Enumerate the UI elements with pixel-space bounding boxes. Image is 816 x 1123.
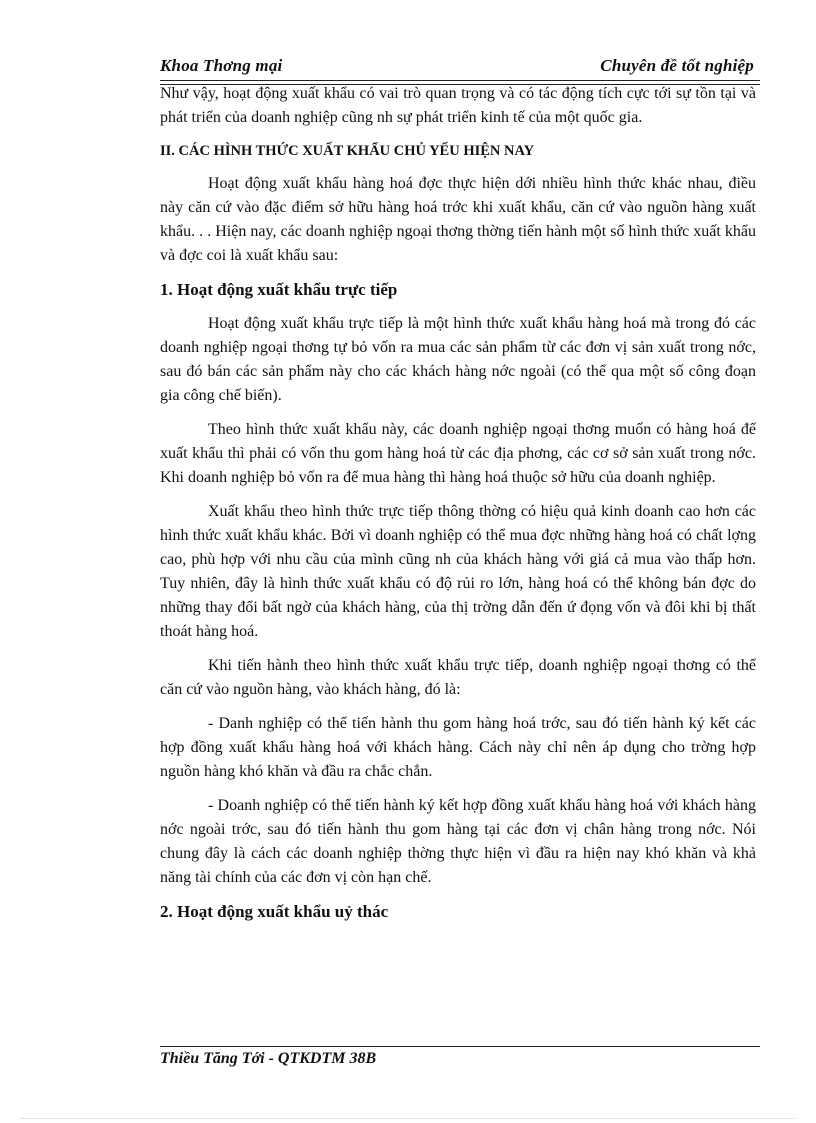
header-rule	[160, 80, 760, 81]
document-body	[160, 82, 756, 934]
page-edge	[20, 1118, 796, 1119]
paragraph: Xuất khẩu theo hình thức trực tiếp thông thờng có hiệu quả kinh doanh cao hơn các hình thức xuất khẩu khác. Bởi vì doanh nghiệp có thể mua đợc những hàng hoá có chất lợng cao, phù hợp với nhu cầu của mình cũng nh của khách hàng với giá cả mua vào thấp hơn. Tuy nhiên, đây là hình thức xuất khẩu có độ rủi ro lớn, hàng hoá có thể không bán đợc do những thay đổi bất ngờ của khách hàng, của thị trờng dẫn đến ứ đọng vốn và đôi khi bị thất thoát hàng hoá.	[160, 503, 756, 640]
subsection-heading-1: 1. Hoạt động xuất khẩu trực tiếp	[160, 280, 398, 299]
footer-rule	[160, 1046, 760, 1047]
paragraph: Khi tiến hành theo hình thức xuất khẩu trực tiếp, doanh nghiệp ngoại thơng có thể căn cứ vào nguồn hàng, vào khách hàng, đó là:	[160, 657, 756, 698]
footer-author: Thiều Tăng Tới - QTKDTM 38B	[160, 1050, 377, 1067]
paragraph: Hoạt động xuất khẩu trực tiếp là một hình thức xuất khẩu hàng hoá mà trong đó các doanh nghiệp ngoại thơng tự bỏ vốn ra mua các sản phẩm từ các đơn vị sản xuất trong nớc, sau đó bán các sản phẩm này cho các khách hàng nớc ngoài (có thể qua một số công đoạn gia công chế biến).	[160, 315, 756, 404]
section-title: II. CÁC HÌNH THỨC XUẤT KHẨU CHỦ YẾU HIỆN NAY	[160, 143, 535, 159]
list-item: - Doanh nghiệp có thể tiến hành ký kết hợp đồng xuất khẩu hàng hoá với khách hàng nớc ngoài trớc, sau đó tiến hành thu gom hàng tại các đơn vị chân hàng trong nớc. Nói chung đây là cách các doanh nghiệp thờng thực hiện vì đầu ra hiện nay khó khăn và khả năng tài chính của các đơn vị còn hạn chế.	[160, 797, 756, 886]
subsection-heading-2: 2. Hoạt động xuất khẩu uỷ thác	[160, 902, 389, 921]
paragraph: Hoạt động xuất khẩu hàng hoá đợc thực hiện dới nhiều hình thức khác nhau, điều này căn cứ vào đặc điểm sở hữu hàng hoá trớc khi xuất khẩu, căn cứ vào nguồn hàng xuất khẩu. . . Hiện nay, các doanh nghiệp ngoại thơng thờng tiến hành một số hình thức xuất khẩu và đợc coi là xuất khẩu sau:	[160, 175, 756, 264]
page-header	[160, 56, 760, 82]
paragraph-intro: Như vậy, hoạt động xuất khẩu có vai trò quan trọng và có tác động tích cực tới sự tồn tại và phát triển của doanh nghiệp cũng nh sự phát triển kinh tế của một quốc gia.	[160, 85, 756, 126]
paragraph: Theo hình thức xuất khẩu này, các doanh nghiệp ngoại thơng muốn có hàng hoá để xuất khẩu thì phải có vốn thu gom hàng hoá từ các địa phơng, các cơ sở sản xuất trong nớc. Khi doanh nghiệp bỏ vốn ra để mua hàng thì hàng hoá thuộc sở hữu của doanh nghiệp.	[160, 421, 756, 486]
list-item: - Danh nghiệp có thể tiến hành thu gom hàng hoá trớc, sau đó tiến hành ký kết các hợp đồng xuất khẩu hàng hoá với khách hàng. Cách này chỉ nên áp dụng cho trờng hợp nguồn hàng khó khăn và đầu ra chắc chắn.	[160, 715, 756, 780]
header-faculty: Khoa Thơng mại	[160, 56, 283, 75]
header-thesis-title: Chuyên đề tốt nghiệp	[600, 56, 754, 75]
